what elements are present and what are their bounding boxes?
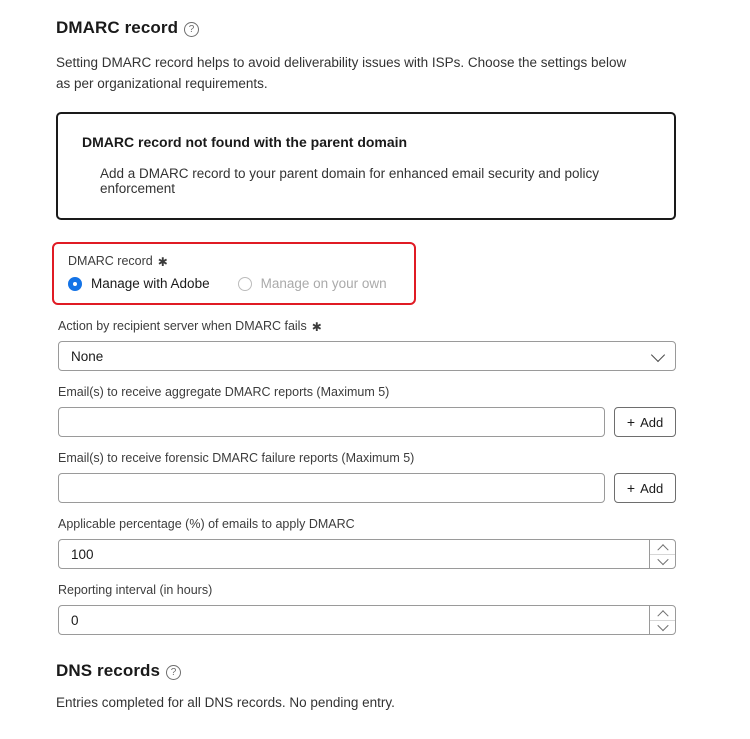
interval-stepper[interactable]: [58, 605, 676, 635]
percentage-value: 100: [71, 546, 94, 562]
dmarc-record-label: [54, 254, 402, 268]
percentage-stepper-buttons: [649, 540, 675, 568]
dmarc-title-text: DMARC record: [56, 18, 179, 37]
required-marker: ✱: [157, 255, 168, 269]
action-select-value: None: [71, 348, 104, 364]
aggregate-add-label: Add: [640, 414, 664, 430]
plus-icon: +: [626, 480, 636, 496]
radio-selected-icon[interactable]: [68, 277, 82, 291]
aggregate-field-block: [56, 385, 676, 437]
help-icon[interactable]: ?: [166, 665, 181, 680]
aggregate-field-label-text: Email(s) to receive aggregate DMARC reports (Maximum 5): [58, 385, 390, 399]
interval-field-label: [58, 583, 676, 597]
dmarc-record-highlight: [52, 242, 416, 305]
aggregate-email-input[interactable]: [58, 407, 605, 437]
chevron-down-icon: [657, 620, 668, 631]
forensic-add-label: Add: [640, 480, 664, 496]
interval-value: 0: [71, 612, 79, 628]
dns-status-text: Entries completed for all DNS records. No pending entry.: [56, 695, 395, 710]
interval-field-block: [56, 583, 676, 635]
stepper-down-button[interactable]: [650, 555, 675, 569]
forensic-field-block: [56, 451, 676, 503]
required-marker: ✱: [311, 320, 322, 334]
percentage-field-label: [58, 517, 676, 531]
forensic-add-button[interactable]: [614, 473, 676, 503]
percentage-field-label-text: Applicable percentage (%) of emails to apply DMARC: [58, 517, 355, 531]
percentage-field-block: [56, 517, 676, 569]
chevron-down-icon[interactable]: [651, 348, 665, 362]
dns-title-text: DNS records: [56, 661, 161, 680]
forensic-email-input[interactable]: [58, 473, 605, 503]
action-field-label-text: Action by recipient server when DMARC fails: [58, 319, 307, 333]
chevron-down-icon: [657, 554, 668, 565]
interval-field-label-text: Reporting interval (in hours): [58, 583, 213, 597]
action-select[interactable]: [58, 341, 676, 371]
dmarc-record-label-text: DMARC record: [68, 254, 153, 268]
dns-records-title: [56, 661, 676, 681]
radio-unselected-icon[interactable]: [238, 277, 252, 291]
radio-manage-on-your-own[interactable]: [238, 276, 387, 291]
aggregate-field-label: [58, 385, 676, 399]
forensic-input-row: [58, 473, 676, 503]
interval-stepper-buttons: [649, 606, 675, 634]
dmarc-alert-box: [56, 112, 676, 220]
forensic-field-label: [58, 451, 676, 465]
stepper-up-button[interactable]: [650, 540, 675, 555]
percentage-stepper[interactable]: [58, 539, 676, 569]
action-field-block: [56, 319, 676, 371]
radio-manage-with-adobe[interactable]: [68, 276, 210, 291]
aggregate-input-row: [58, 407, 676, 437]
alert-text: Add a DMARC record to your parent domain for enhanced email security and policy enforcement: [100, 166, 599, 196]
dmarc-record-radio-group: [54, 276, 402, 291]
stepper-up-button[interactable]: [650, 606, 675, 621]
help-icon[interactable]: ?: [184, 22, 199, 37]
alert-title: DMARC record not found with the parent domain: [82, 134, 408, 150]
action-field-label: [58, 319, 676, 333]
page-title: [56, 18, 676, 38]
dmarc-description: Setting DMARC record helps to avoid deliverability issues with ISPs. Choose the settings below as per organizational requirements.: [56, 55, 627, 91]
plus-icon: +: [626, 414, 636, 430]
aggregate-add-button[interactable]: [614, 407, 676, 437]
radio-manage-with-adobe-label: Manage with Adobe: [91, 276, 210, 291]
stepper-down-button[interactable]: [650, 621, 675, 635]
radio-manage-on-your-own-label: Manage on your own: [260, 276, 387, 291]
forensic-field-label-text: Email(s) to receive forensic DMARC failure reports (Maximum 5): [58, 451, 415, 465]
